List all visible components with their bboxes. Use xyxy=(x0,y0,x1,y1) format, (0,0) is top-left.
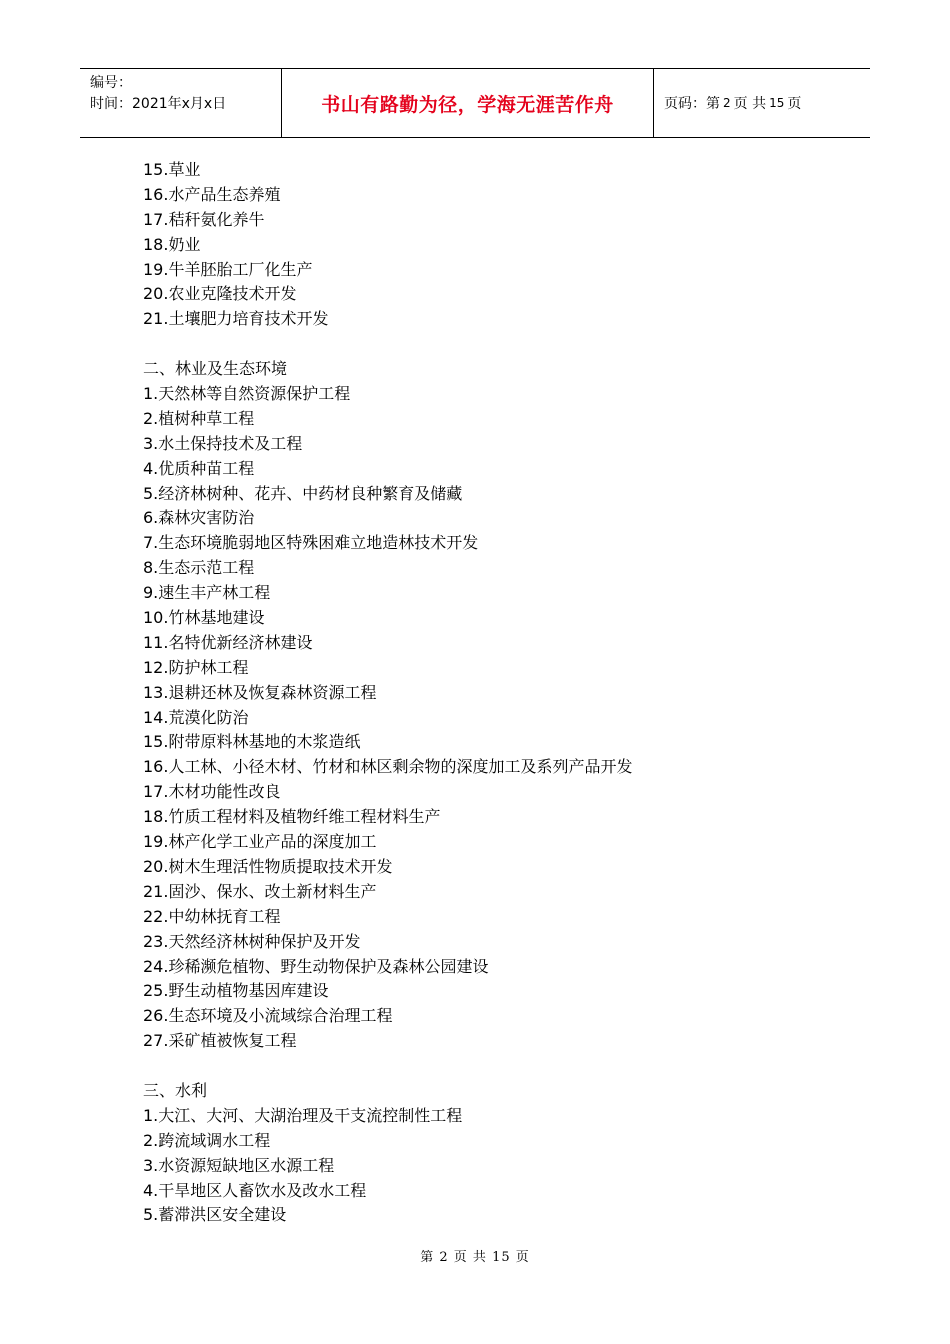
footer-mid: 页 共 xyxy=(453,1250,487,1265)
item-number: 7. xyxy=(143,533,159,553)
item-number: 17. xyxy=(143,209,169,229)
code-label: 编号： xyxy=(90,75,132,91)
item-number: 17. xyxy=(143,782,169,802)
item-number: 26. xyxy=(143,1006,169,1026)
item-number: 12. xyxy=(143,657,169,677)
item-text: 人工林、小径木材、竹材和林区剩余物的深度加工及系列产品开发 xyxy=(168,757,633,777)
list-item xyxy=(143,407,843,432)
list-item xyxy=(143,208,843,233)
page-prefix: 页码：第 xyxy=(664,96,720,112)
item-number: 22. xyxy=(143,906,169,926)
list-item xyxy=(143,1154,843,1179)
list-item xyxy=(143,955,843,980)
list-item xyxy=(143,1179,843,1204)
item-number: 13. xyxy=(143,682,169,702)
item-number: 11. xyxy=(143,632,169,652)
item-text: 大江、大河、大湖治理及干支流控制性工程 xyxy=(158,1105,463,1125)
list-item xyxy=(143,631,843,656)
section-gap xyxy=(143,332,843,357)
item-text: 天然经济林树种保护及开发 xyxy=(168,931,361,951)
item-number: 8. xyxy=(143,558,159,578)
list-item xyxy=(143,830,843,855)
item-text: 珍稀濒危植物、野生动物保护及森林公园建设 xyxy=(168,956,489,976)
list-item xyxy=(143,755,843,780)
item-text: 竹林基地建设 xyxy=(168,608,265,628)
item-text: 农业克隆技术开发 xyxy=(168,284,297,304)
item-number: 15. xyxy=(143,160,169,179)
item-number: 16. xyxy=(143,184,169,204)
footer-suffix: 页 xyxy=(515,1250,530,1265)
item-number: 25. xyxy=(143,981,169,1001)
item-number: 10. xyxy=(143,608,169,628)
section-gap xyxy=(143,1054,843,1079)
item-text: 奶业 xyxy=(168,234,201,254)
list-item xyxy=(143,382,843,407)
item-number: 4. xyxy=(143,1180,159,1200)
list-item xyxy=(143,233,843,258)
item-number: 5. xyxy=(143,1205,159,1225)
time-label: 时间：2021年x月x日 xyxy=(90,96,227,112)
item-text: 树木生理活性物质提取技术开发 xyxy=(168,856,393,876)
motto: 书山有路勤为径，学海无涯苦作舟 xyxy=(321,93,614,116)
item-number: 16. xyxy=(143,757,169,777)
list-item xyxy=(143,183,843,208)
list-item xyxy=(143,1203,843,1228)
item-number: 19. xyxy=(143,259,169,279)
list-item xyxy=(143,930,843,955)
item-text: 水土保持技术及工程 xyxy=(158,433,303,453)
document-body xyxy=(143,158,843,1228)
item-text: 生态示范工程 xyxy=(158,558,255,578)
page-total: 15 xyxy=(769,96,785,110)
page-mid: 页 共 xyxy=(733,96,767,112)
item-number: 18. xyxy=(143,807,169,827)
item-text: 牛羊胚胎工厂化生产 xyxy=(168,259,313,279)
item-text: 附带原料林基地的木浆造纸 xyxy=(168,732,361,752)
list-item xyxy=(143,1004,843,1029)
item-number: 19. xyxy=(143,832,169,852)
item-text: 草业 xyxy=(168,160,201,179)
item-text: 速生丰产林工程 xyxy=(158,583,271,603)
list-item xyxy=(143,307,843,332)
item-text: 天然林等自然资源保护工程 xyxy=(158,384,351,404)
item-text: 采矿植被恢复工程 xyxy=(168,1031,297,1051)
item-text: 生态环境脆弱地区特殊困难立地造林技术开发 xyxy=(158,533,479,553)
item-number: 27. xyxy=(143,1031,169,1051)
list-item xyxy=(143,880,843,905)
item-number: 1. xyxy=(143,1105,159,1125)
list-item xyxy=(143,158,843,183)
list-item xyxy=(143,855,843,880)
page-suffix: 页 xyxy=(787,96,802,112)
item-number: 3. xyxy=(143,433,159,453)
list-item xyxy=(143,258,843,283)
item-text: 蓄滞洪区安全建设 xyxy=(158,1205,287,1225)
list-item xyxy=(143,432,843,457)
footer-total: 15 xyxy=(492,1250,511,1265)
list-item xyxy=(143,457,843,482)
list-item xyxy=(143,482,843,507)
item-number: 3. xyxy=(143,1155,159,1175)
list-item xyxy=(143,1029,843,1054)
header-motto-cell xyxy=(282,69,654,137)
item-number: 24. xyxy=(143,956,169,976)
item-text: 林产化学工业产品的深度加工 xyxy=(168,832,377,852)
item-number: 6. xyxy=(143,508,159,528)
item-text: 秸秆氨化养牛 xyxy=(168,209,265,229)
item-number: 21. xyxy=(143,881,169,901)
list-item xyxy=(143,681,843,706)
item-number: 20. xyxy=(143,284,169,304)
section-title: 二、林业及生态环境 xyxy=(143,359,288,379)
item-text: 野生动植物基因库建设 xyxy=(168,981,329,1001)
page-footer xyxy=(0,1246,950,1265)
list-item xyxy=(143,706,843,731)
item-number: 18. xyxy=(143,234,169,254)
list-item xyxy=(143,780,843,805)
footer-prefix: 第 xyxy=(420,1250,435,1265)
list-item xyxy=(143,556,843,581)
item-text: 水产品生态养殖 xyxy=(168,184,281,204)
header-meta xyxy=(80,69,282,137)
list-item xyxy=(143,730,843,755)
item-text: 生态环境及小流域综合治理工程 xyxy=(168,1006,393,1026)
item-text: 荒漠化防治 xyxy=(168,707,249,727)
item-text: 水资源短缺地区水源工程 xyxy=(158,1155,335,1175)
page-current: 2 xyxy=(723,96,731,110)
item-text: 植树种草工程 xyxy=(158,408,255,428)
item-text: 干旱地区人畜饮水及改水工程 xyxy=(158,1180,367,1200)
page-header xyxy=(80,68,870,138)
item-text: 中幼林抚育工程 xyxy=(168,906,281,926)
list-item xyxy=(143,1129,843,1154)
item-number: 21. xyxy=(143,309,169,329)
section-title: 三、水利 xyxy=(143,1080,208,1100)
item-number: 14. xyxy=(143,707,169,727)
item-text: 名特优新经济林建设 xyxy=(168,632,313,652)
item-number: 9. xyxy=(143,583,159,603)
list-item xyxy=(143,581,843,606)
item-text: 跨流域调水工程 xyxy=(158,1130,271,1150)
item-number: 23. xyxy=(143,931,169,951)
item-text: 经济林树种、花卉、中药材良种繁育及储藏 xyxy=(158,483,463,503)
item-number: 1. xyxy=(143,384,159,404)
list-item xyxy=(143,656,843,681)
item-text: 木材功能性改良 xyxy=(168,782,281,802)
list-item xyxy=(143,1104,843,1129)
item-text: 固沙、保水、改土新材料生产 xyxy=(168,881,377,901)
list-item xyxy=(143,282,843,307)
list-item xyxy=(143,905,843,930)
item-number: 4. xyxy=(143,458,159,478)
item-text: 退耕还林及恢复森林资源工程 xyxy=(168,682,377,702)
list-item xyxy=(143,979,843,1004)
list-item xyxy=(143,805,843,830)
item-text: 优质种苗工程 xyxy=(158,458,255,478)
item-number: 5. xyxy=(143,483,159,503)
item-text: 土壤肥力培育技术开发 xyxy=(168,309,329,329)
item-text: 森林灾害防治 xyxy=(158,508,255,528)
item-number: 2. xyxy=(143,408,159,428)
header-page-info xyxy=(654,69,870,137)
list-item xyxy=(143,506,843,531)
item-number: 15. xyxy=(143,732,169,752)
list-item xyxy=(143,531,843,556)
footer-current: 2 xyxy=(439,1250,449,1265)
item-number: 20. xyxy=(143,856,169,876)
item-text: 防护林工程 xyxy=(168,657,249,677)
item-text: 竹质工程材料及植物纤维工程材料生产 xyxy=(168,807,441,827)
list-item xyxy=(143,606,843,631)
item-number: 2. xyxy=(143,1130,159,1150)
